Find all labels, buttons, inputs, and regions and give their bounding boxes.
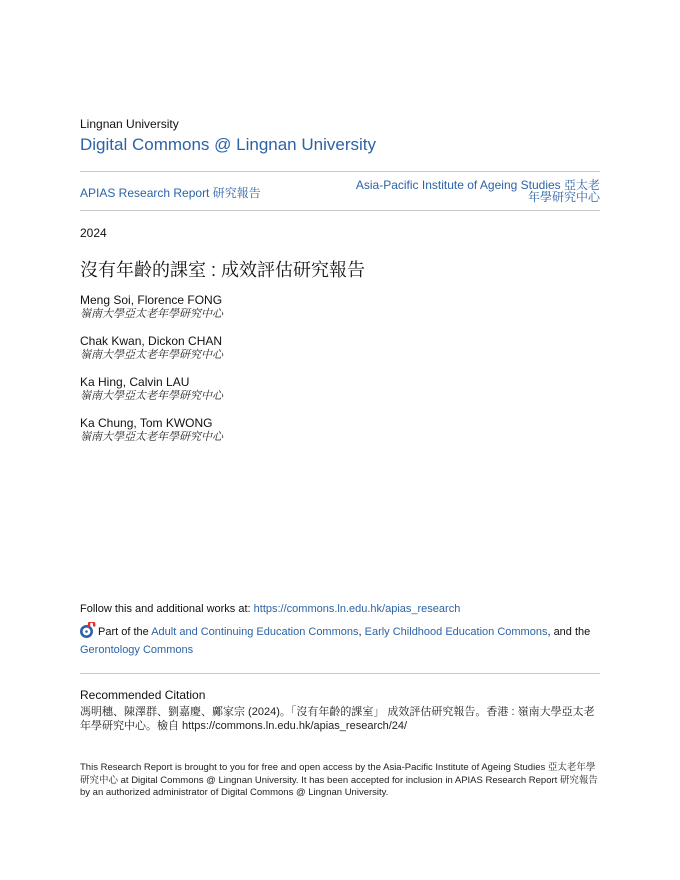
follow-text: Follow this and additional works at: bbox=[80, 603, 254, 615]
footer-note: This Research Report is brought to you for free and open access by the Asia-Pacific Institute of Ageing Studies 亞太老年學研究中心 at Digital Commons @ Lingnan University. It has been accepted for inclusion in APIAS Research Report 研究報告 by an authorized administrator of Digital Commons @ Lingnan University. bbox=[80, 762, 598, 798]
author-name: Ka Hing, Calvin LAU bbox=[80, 375, 190, 389]
author-item bbox=[80, 293, 600, 321]
follow-line bbox=[80, 603, 460, 615]
adult-education-commons-link[interactable]: Adult and Continuing Education Commons bbox=[151, 626, 359, 638]
author-name: Chak Kwan, Dickon CHAN bbox=[80, 334, 223, 348]
gerontology-commons-link[interactable]: Gerontology Commons bbox=[80, 644, 194, 656]
university-name: Lingnan University bbox=[80, 117, 179, 131]
open-access-icon bbox=[80, 622, 96, 638]
early-childhood-commons-link[interactable]: Early Childhood Education Commons bbox=[364, 626, 548, 638]
author-affiliation: 嶺南大學亞太老年學研究中心 bbox=[80, 390, 223, 402]
repository-title-link[interactable]: Digital Commons @ Lingnan University bbox=[80, 135, 376, 154]
institute-link[interactable] bbox=[330, 179, 600, 203]
part-of-prefix: Part of the bbox=[98, 626, 152, 638]
citation-heading: Recommended Citation bbox=[80, 688, 206, 702]
institute-line-1: Asia-Pacific Institute of Ageing Studies 亞太老 bbox=[355, 178, 600, 192]
author-name: Ka Chung, Tom KWONG bbox=[80, 416, 213, 430]
divider-series bbox=[80, 210, 600, 211]
author-item bbox=[80, 334, 600, 362]
part-of-separator-2: , and the bbox=[547, 626, 591, 638]
divider-citation bbox=[80, 673, 600, 674]
series-link[interactable]: APIAS Research Report 研究報告 bbox=[80, 186, 261, 200]
publication-year: 2024 bbox=[80, 226, 107, 240]
author-affiliation: 嶺南大學亞太老年學研究中心 bbox=[80, 431, 223, 443]
institute-line-2: 年學研究中心 bbox=[527, 190, 600, 204]
author-affiliation: 嶺南大學亞太老年學研究中心 bbox=[80, 349, 223, 361]
citation-text: 馮明穗、陳澤群、劉嘉慶、鄺家宗 (2024)。「沒有年齡的課室」 成效評估研究報告。香港 : 嶺南大學亞太老年學研究中心。檢自 https://commons.ln.edu.hk/apias_research/24/ bbox=[80, 706, 595, 732]
author-item bbox=[80, 416, 600, 444]
author-name: Meng Soi, Florence FONG bbox=[80, 293, 223, 307]
author-list bbox=[80, 293, 600, 457]
part-of-line bbox=[80, 622, 600, 659]
report-title: 沒有年齡的課室 : 成效評估研究報告 bbox=[80, 260, 366, 280]
divider-top bbox=[80, 171, 600, 172]
author-item bbox=[80, 375, 600, 403]
part-of-separator-1: , bbox=[358, 626, 365, 638]
follow-link[interactable]: https://commons.ln.edu.hk/apias_research bbox=[253, 603, 461, 615]
author-affiliation: 嶺南大學亞太老年學研究中心 bbox=[80, 308, 223, 320]
